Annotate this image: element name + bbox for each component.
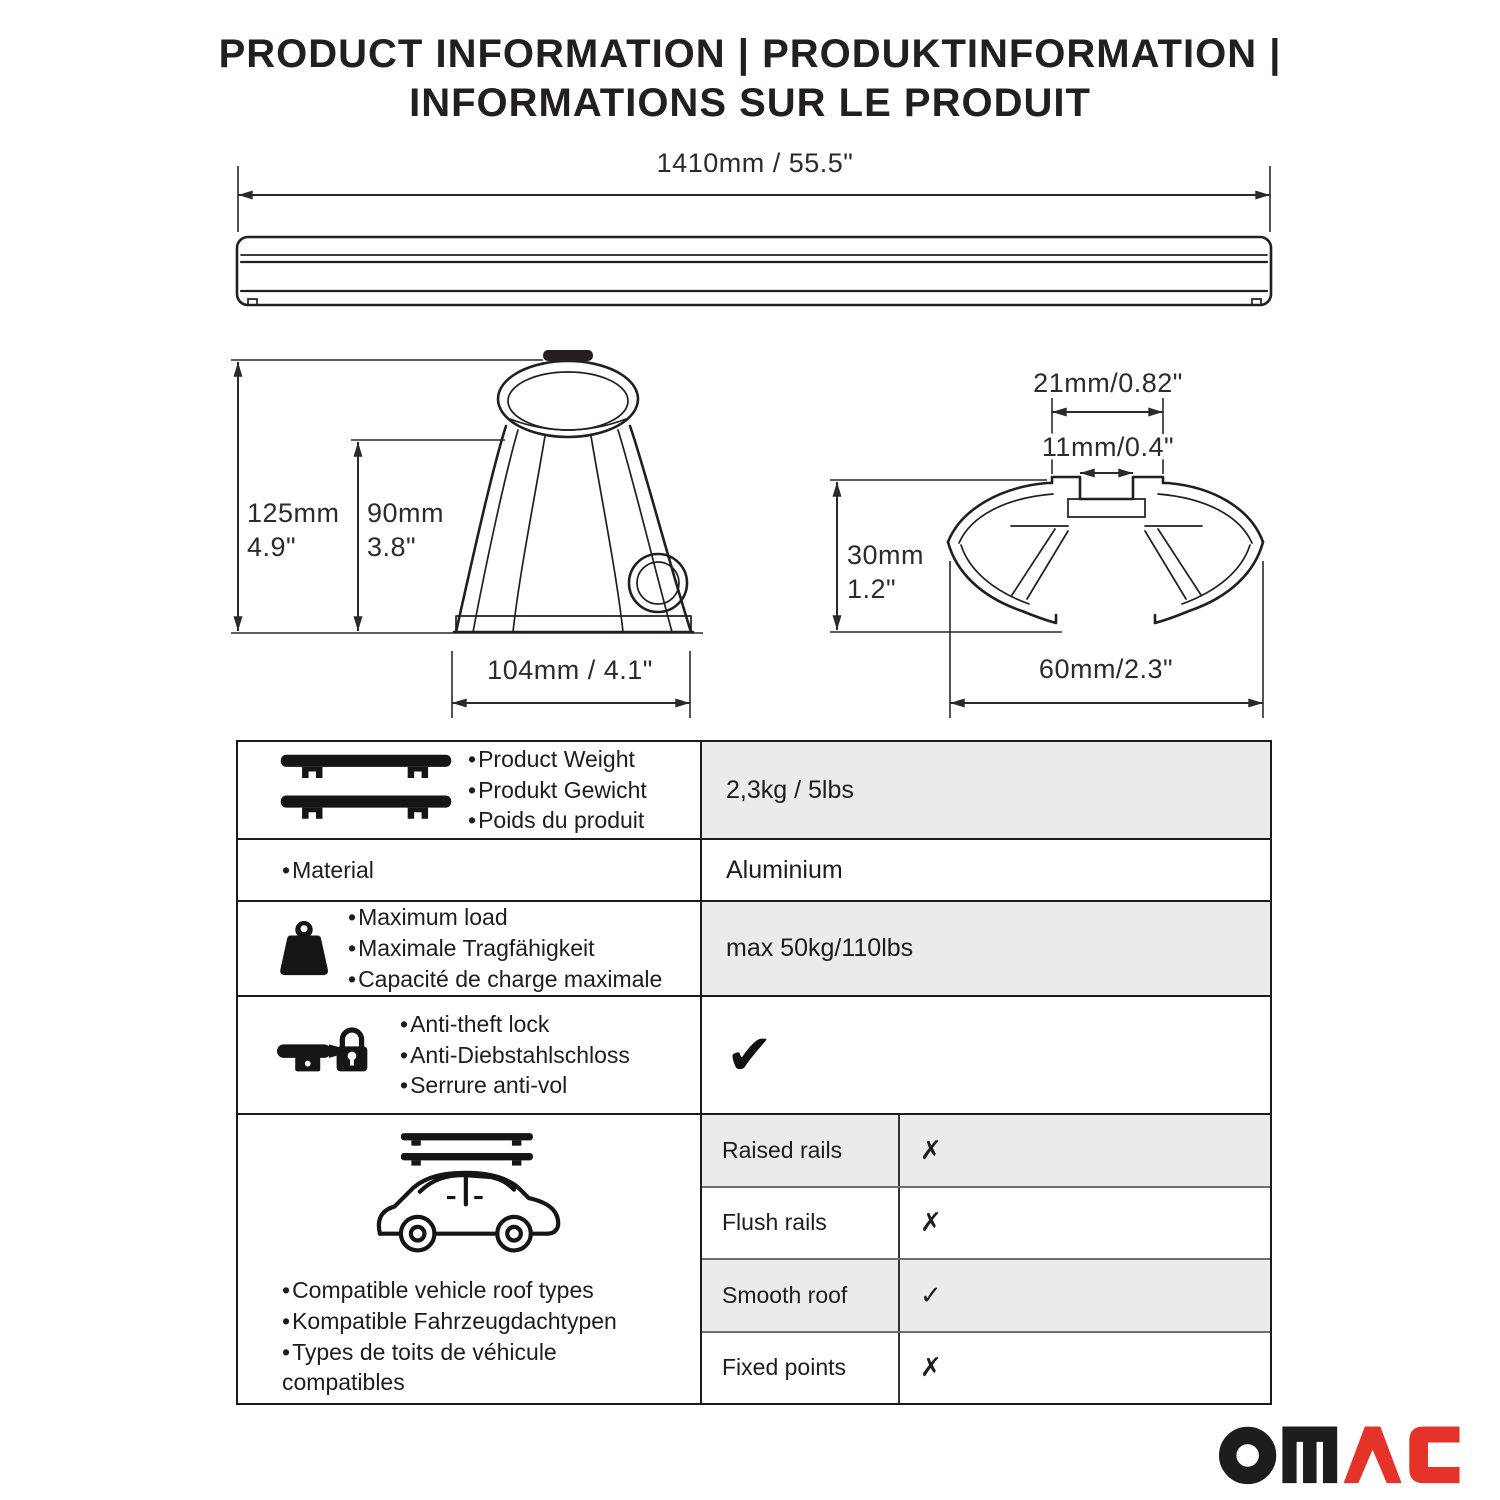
roof-row-mark: ✗ <box>920 1134 942 1165</box>
weight-label-de: • Produkt Gewicht <box>468 775 647 806</box>
roof-types-label-en: • Compatible vehicle roof types <box>282 1275 627 1306</box>
table-row-weight <box>238 742 1270 838</box>
anti-theft-label-en: • Anti-theft lock <box>400 1009 630 1040</box>
material-label-cell <box>238 840 702 900</box>
foot-upper-height-in: 3.8" <box>367 532 417 562</box>
weight-icon <box>274 920 334 978</box>
car-icon-wrap <box>238 1131 700 1263</box>
material-label: • Material <box>282 855 374 886</box>
roof-row-mark: ✓ <box>920 1279 942 1310</box>
page-title <box>0 30 1500 128</box>
weight-label-cell <box>238 742 702 838</box>
table-row-material <box>238 838 1270 900</box>
bar-profile-diagram <box>815 346 1305 734</box>
roof-row-label: Flush rails <box>702 1188 900 1259</box>
spec-table <box>236 740 1272 1405</box>
table-row-anti-theft <box>238 995 1270 1113</box>
foot-upper-height-mm: 90mm <box>367 498 445 528</box>
weight-value: 2,3kg / 5lbs <box>702 742 1270 838</box>
profile-width-label: 60mm/2.3" <box>1038 654 1174 684</box>
logo-letter-a <box>1344 1426 1402 1483</box>
max-load-value: max 50kg/110lbs <box>702 902 1270 995</box>
anti-theft-label-fr: • Serrure anti-vol <box>400 1070 630 1101</box>
weight-labels <box>468 744 647 836</box>
foot-total-height-mm: 125mm <box>247 498 340 528</box>
max-load-label-de: • Maximale Tragfähigkeit <box>348 933 662 964</box>
table-row-roof-types <box>238 1113 1270 1403</box>
profile-top-width-label: 21mm/0.82" <box>1033 368 1183 398</box>
omac-logo <box>1218 1420 1466 1488</box>
roof-types-label-cell <box>238 1115 702 1403</box>
roof-types-label-fr: • Types de toits de véhicule compatibles <box>282 1337 627 1399</box>
profile-slot-width-label: 11mm/0.4" <box>1041 432 1175 462</box>
profile-height-in: 1.2" <box>847 574 897 604</box>
roof-row-smooth-roof <box>702 1258 1270 1331</box>
weight-label-fr: • Poids du produit <box>468 805 647 836</box>
max-load-label-en: • Maximum load <box>348 902 662 933</box>
page-title-line1: PRODUCT INFORMATION | PRODUKTINFORMATION | <box>218 32 1282 76</box>
logo-letter-c <box>1409 1426 1459 1483</box>
roof-row-mark: ✗ <box>920 1352 942 1383</box>
roof-row-mark: ✗ <box>920 1207 942 1238</box>
check-mark: ✔ <box>726 1023 773 1086</box>
roof-row-label: Fixed points <box>702 1333 900 1404</box>
roof-row-raised-rails <box>702 1115 1270 1186</box>
profile-height-mm: 30mm <box>847 540 925 570</box>
max-load-labels <box>348 902 662 994</box>
anti-theft-label-de: • Anti-Diebstahlschloss <box>400 1040 630 1071</box>
roof-row-fixed-points <box>702 1331 1270 1404</box>
roof-types-matrix <box>702 1115 1270 1403</box>
roof-row-label: Raised rails <box>702 1115 900 1186</box>
roof-types-label-de: • Kompatible Fahrzeugdachtypen <box>282 1306 627 1337</box>
logo-letter-o <box>1228 1435 1268 1475</box>
max-load-label-cell <box>238 902 702 995</box>
profile-width-dimension <box>950 561 1263 718</box>
bar-length-label: 1410mm / 55.5" <box>656 148 854 178</box>
lock-icon <box>276 1025 376 1085</box>
page-title-line2: INFORMATIONS SUR LE PRODUIT <box>409 80 1091 125</box>
anti-theft-label-cell <box>238 997 702 1113</box>
foot-total-height-in: 4.9" <box>247 532 297 562</box>
material-value: Aluminium <box>726 855 843 884</box>
car-roof-rack-icon <box>369 1131 569 1263</box>
crossbar-side-view <box>237 237 1271 305</box>
anti-theft-value-cell <box>702 997 1270 1113</box>
foot-height-dimension <box>231 360 703 633</box>
roof-row-flush-rails <box>702 1186 1270 1259</box>
table-row-max-load <box>238 900 1270 995</box>
crossbars-icon <box>278 747 454 833</box>
profile-outline <box>948 477 1263 623</box>
foot-outline <box>454 350 693 632</box>
foot-base-width-label: 104mm / 4.1" <box>487 655 653 685</box>
foot-side-view-diagram <box>225 346 715 734</box>
roof-row-label: Smooth roof <box>702 1260 900 1331</box>
material-labels <box>282 855 374 886</box>
logo-letter-m <box>1282 1426 1337 1483</box>
anti-theft-labels <box>400 1009 630 1101</box>
roof-types-labels <box>282 1275 627 1398</box>
max-load-label-fr: • Capacité de charge maximale <box>348 964 662 995</box>
crossbar-length-diagram <box>235 138 1275 318</box>
weight-label-en: • Product Weight <box>468 744 647 775</box>
